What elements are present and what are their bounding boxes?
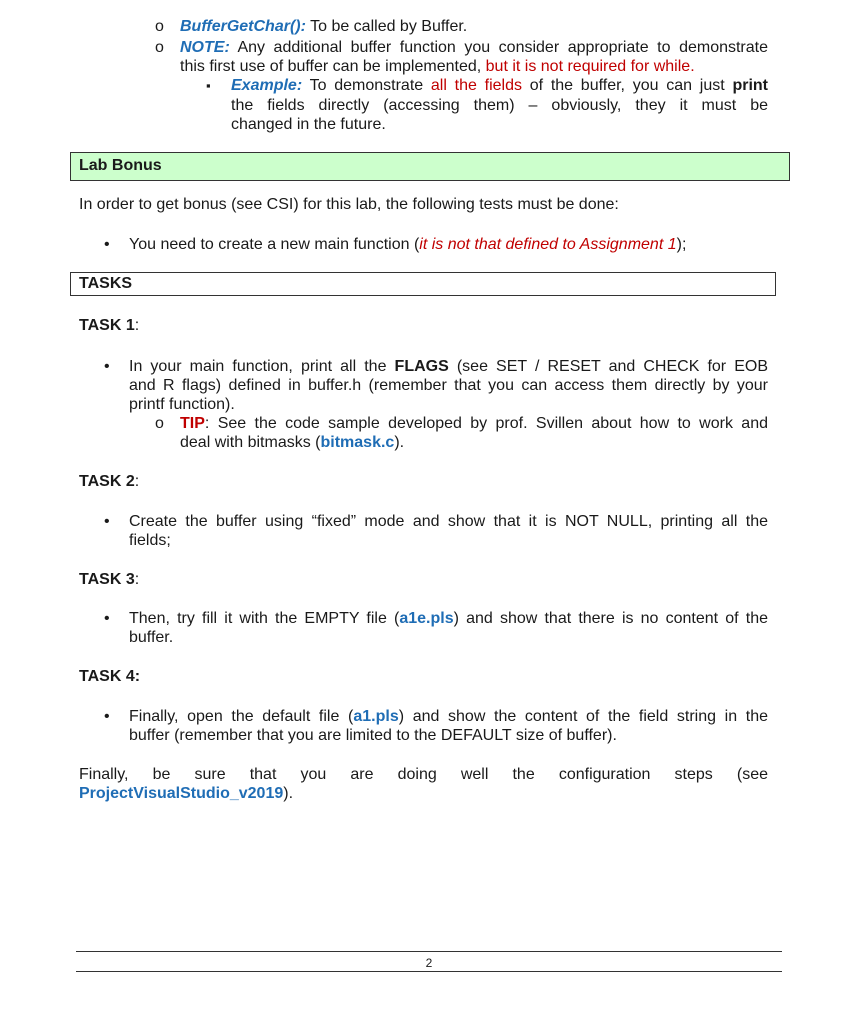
sub-bullet-marker: o [155,415,164,432]
bullet-dot-icon: • [104,610,110,627]
tip-label: TIP [180,415,205,432]
bullet-dot-icon: • [104,513,110,530]
tasks-heading: TASKS [70,272,776,296]
task3-heading: TASK 3: [79,571,140,588]
bitmask-file-link: bitmask.c [320,434,395,451]
task1-line3: printf function). [129,396,235,413]
task1-line2: and R flags) defined in buffer.h (remember that you can access them directly by your [129,377,768,394]
bonus-requirement: You need to create a new main function (it is not that defined to Assignment 1); [129,236,687,253]
example-line2: the fields directly (accessing them) – obviously, they it must be [231,97,768,114]
task1-heading: TASK 1: [79,317,140,334]
sub-bullet-marker: o [155,39,164,56]
lab-bonus-intro: In order to get bonus (see CSI) for this lab, the following tests must be done: [79,196,619,213]
project-link: ProjectVisualStudio_v2019 [79,785,284,802]
function-name: BufferGetChar(): [180,18,306,35]
task4-heading: TASK 4: [79,668,141,685]
tip-item: TIP: See the code sample developed by prof. Svillen about how to work and [180,415,768,432]
bullet-dot-icon: • [104,708,110,725]
bullet-dot-icon: • [104,236,110,253]
square-bullet-icon: ▪ [206,78,211,93]
task4-text: Finally, open the default file (a1.pls) and show the content of the field string in the [129,708,769,725]
note-item: NOTE: Any additional buffer function you consider appropriate to demonstrate [180,39,768,56]
example-label: Example: [231,77,303,94]
note-item-line2: this first use of buffer can be implemented, but it is not required for while. [180,58,695,75]
closing-line2: ProjectVisualStudio_v2019). [79,785,294,802]
note-label: NOTE: [180,39,230,56]
footer-divider [76,951,782,952]
example-item: Example: To demonstrate all the fields of the buffer, you can just print [231,77,768,94]
task2-text: Create the buffer using “fixed” mode and show that it is NOT NULL, printing all the [129,513,768,530]
bullet-dot-icon: • [104,358,110,375]
default-file-link: a1.pls [353,708,399,725]
task4-line2: buffer (remember that you are limited to the DEFAULT size of buffer). [129,727,617,744]
task3-line2: buffer. [129,629,174,646]
task1-text: In your main function, print all the FLAGS (see SET / RESET and CHECK for EOB [129,358,768,375]
sub-bullet-marker: o [155,18,164,35]
task3-text: Then, try fill it with the EMPTY file (a1e.pls) and show that there is no content of the [129,610,768,627]
buffer-get-char-item: BufferGetChar(): To be called by Buffer. [180,18,468,35]
task2-heading: TASK 2: [79,473,140,490]
closing-text: Finally, be sure that you are doing well the configuration steps (see [79,766,768,783]
page-number: 2 [425,956,433,970]
task2-line2: fields; [129,532,171,549]
footer-divider-bottom [76,971,782,972]
tip-line2: deal with bitmasks (bitmask.c). [180,434,405,451]
example-line3: changed in the future. [231,116,386,133]
lab-bonus-heading: Lab Bonus [70,152,790,181]
empty-file-link: a1e.pls [399,610,454,627]
